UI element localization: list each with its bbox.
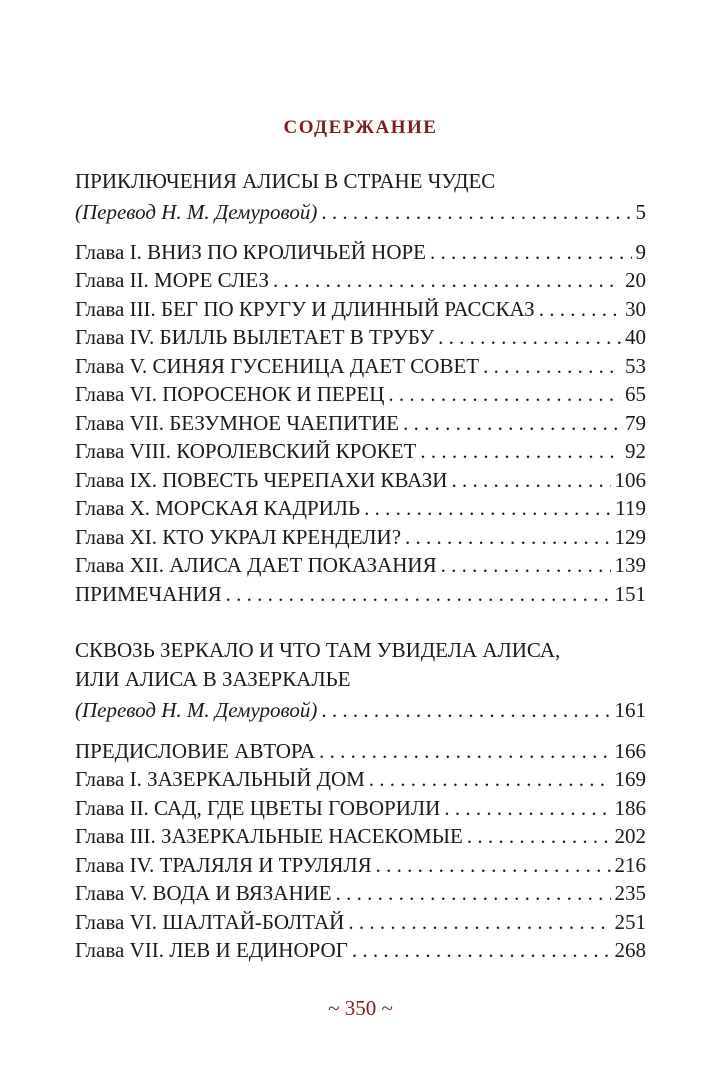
toc-entry[interactable]: [75, 822, 646, 850]
entry-label: Глава V. СИНЯЯ ГУСЕНИЦА ДАЕТ СОВЕТ: [75, 354, 480, 378]
toc-entry[interactable]: [75, 494, 646, 522]
toc-entry[interactable]: [75, 879, 646, 907]
dot-leader: [430, 238, 631, 266]
entry-label: Глава II. САД, ГДЕ ЦВЕТЫ ГОВОРИЛИ: [75, 796, 441, 820]
toc-entry[interactable]: [75, 437, 646, 465]
dot-leader: [467, 822, 611, 850]
dot-leader: [369, 765, 611, 793]
dot-leader: [420, 437, 621, 465]
part2-title-line1: СКВОЗЬ ЗЕРКАЛО И ЧТО ТАМ УВИДЕЛА АЛИСА,: [75, 638, 561, 662]
part1-translator-line[interactable]: [75, 198, 646, 226]
page-number: 129: [614, 525, 646, 549]
entry-label: Глава X. МОРСКАЯ КАДРИЛЬ: [75, 496, 361, 520]
entry-label: Глава IV. ТРАЛЯЛЯ И ТРУЛЯЛЯ: [75, 853, 372, 877]
dot-leader: [321, 198, 631, 226]
dot-leader: [364, 494, 611, 522]
entry-label: Глава I. ЗАЗЕРКАЛЬНЫЙ ДОМ: [75, 767, 365, 791]
entry-label: Глава VI. ШАЛТАЙ-БОЛТАЙ: [75, 910, 345, 934]
toc-entry[interactable]: [75, 266, 646, 294]
page-number: 166: [614, 739, 646, 763]
page-number: 161: [614, 698, 646, 722]
entry-label: ПРЕДИСЛОВИЕ АВТОРА: [75, 739, 316, 763]
toc-entry[interactable]: [75, 580, 646, 608]
entry-label: Глава II. МОРЕ СЛЕЗ: [75, 268, 269, 292]
dot-leader: [336, 879, 611, 907]
dot-leader: [444, 794, 610, 822]
page-number: 139: [614, 553, 646, 577]
entry-label: Глава VIII. КОРОЛЕВСКИЙ КРОКЕТ: [75, 439, 417, 463]
dot-leader: [376, 851, 611, 879]
part1-title: ПРИКЛЮЧЕНИЯ АЛИСЫ В СТРАНЕ ЧУДЕС: [75, 169, 496, 193]
toc-entry[interactable]: [75, 523, 646, 551]
part2-translator: (Перевод Н. М. Демуровой): [75, 698, 318, 722]
page-number: 151: [614, 582, 646, 606]
dot-leader: [226, 580, 611, 608]
page-number: 251: [614, 910, 646, 934]
entry-label: Глава VI. ПОРОСЕНОК И ПЕРЕЦ: [75, 382, 385, 406]
page-number: 30: [625, 297, 646, 321]
entry-label: Глава IX. ПОВЕСТЬ ЧЕРЕПАХИ КВАЗИ: [75, 468, 448, 492]
toc-entry[interactable]: [75, 323, 646, 351]
page-number: 169: [614, 767, 646, 791]
toc-entry[interactable]: [75, 352, 646, 380]
entry-label: Глава V. ВОДА И ВЯЗАНИЕ: [75, 881, 332, 905]
toc-entry[interactable]: [75, 794, 646, 822]
toc-entry[interactable]: [75, 936, 646, 964]
dot-leader: [319, 737, 610, 765]
part2-translator-line[interactable]: [75, 696, 646, 724]
page-number: 186: [614, 796, 646, 820]
entry-label: Глава I. ВНИЗ ПО КРОЛИЧЬЕЙ НОРЕ: [75, 240, 427, 264]
page-number: 119: [615, 496, 646, 520]
part2-title-line2: ИЛИ АЛИСА В ЗАЗЕРКАЛЬЕ: [75, 667, 351, 691]
toc-entry[interactable]: [75, 409, 646, 437]
dot-leader: [451, 466, 610, 494]
entry-label: Глава III. БЕГ ПО КРУГУ И ДЛИННЫЙ РАССКАЗ: [75, 297, 535, 321]
dot-leader: [483, 352, 621, 380]
toc-entry[interactable]: [75, 737, 646, 765]
entry-label: Глава VII. БЕЗУМНОЕ ЧАЕПИТИЕ: [75, 411, 400, 435]
page-footer-number: ~ 350 ~: [328, 996, 393, 1020]
page-number: 92: [625, 439, 646, 463]
dot-leader: [403, 409, 621, 437]
entry-label: Глава III. ЗАЗЕРКАЛЬНЫЕ НАСЕКОМЫЕ: [75, 824, 463, 848]
page-number: 65: [625, 382, 646, 406]
page-number: 235: [614, 881, 646, 905]
dot-leader: [539, 295, 621, 323]
entry-label: Глава XI. КТО УКРАЛ КРЕНДЕЛИ?: [75, 525, 402, 549]
entry-label: Глава XII. АЛИСА ДАЕТ ПОКАЗАНИЯ: [75, 553, 437, 577]
entry-label: Глава VII. ЛЕВ И ЕДИНОРОГ: [75, 938, 348, 962]
part1-translator: (Перевод Н. М. Демуровой): [75, 200, 318, 224]
page-number: 9: [635, 240, 646, 264]
dot-leader: [273, 266, 621, 294]
page-number: 20: [625, 268, 646, 292]
toc-entry[interactable]: [75, 295, 646, 323]
dot-leader: [438, 323, 621, 351]
page-number: 5: [635, 200, 646, 224]
page-number: 268: [614, 938, 646, 962]
page-number: 202: [614, 824, 646, 848]
dot-leader: [441, 551, 611, 579]
page-number: 216: [614, 853, 646, 877]
toc-entry[interactable]: [75, 908, 646, 936]
page-number: 106: [614, 468, 646, 492]
toc-entry[interactable]: [75, 551, 646, 579]
entry-label: Глава IV. БИЛЛЬ ВЫЛЕТАЕТ В ТРУБУ: [75, 325, 435, 349]
toc-entry[interactable]: [75, 765, 646, 793]
dot-leader: [348, 908, 610, 936]
toc-entry[interactable]: [75, 851, 646, 879]
toc-heading: СОДЕРЖАНИЕ: [283, 117, 438, 138]
toc-entry[interactable]: [75, 466, 646, 494]
entry-label: ПРИМЕЧАНИЯ: [75, 582, 222, 606]
page-number: 40: [625, 325, 646, 349]
page-number: 79: [625, 411, 646, 435]
dot-leader: [321, 696, 610, 724]
page-number: 53: [625, 354, 646, 378]
toc-entry[interactable]: [75, 238, 646, 266]
dot-leader: [388, 380, 621, 408]
toc-entry[interactable]: [75, 380, 646, 408]
dot-leader: [405, 523, 610, 551]
dot-leader: [352, 936, 611, 964]
